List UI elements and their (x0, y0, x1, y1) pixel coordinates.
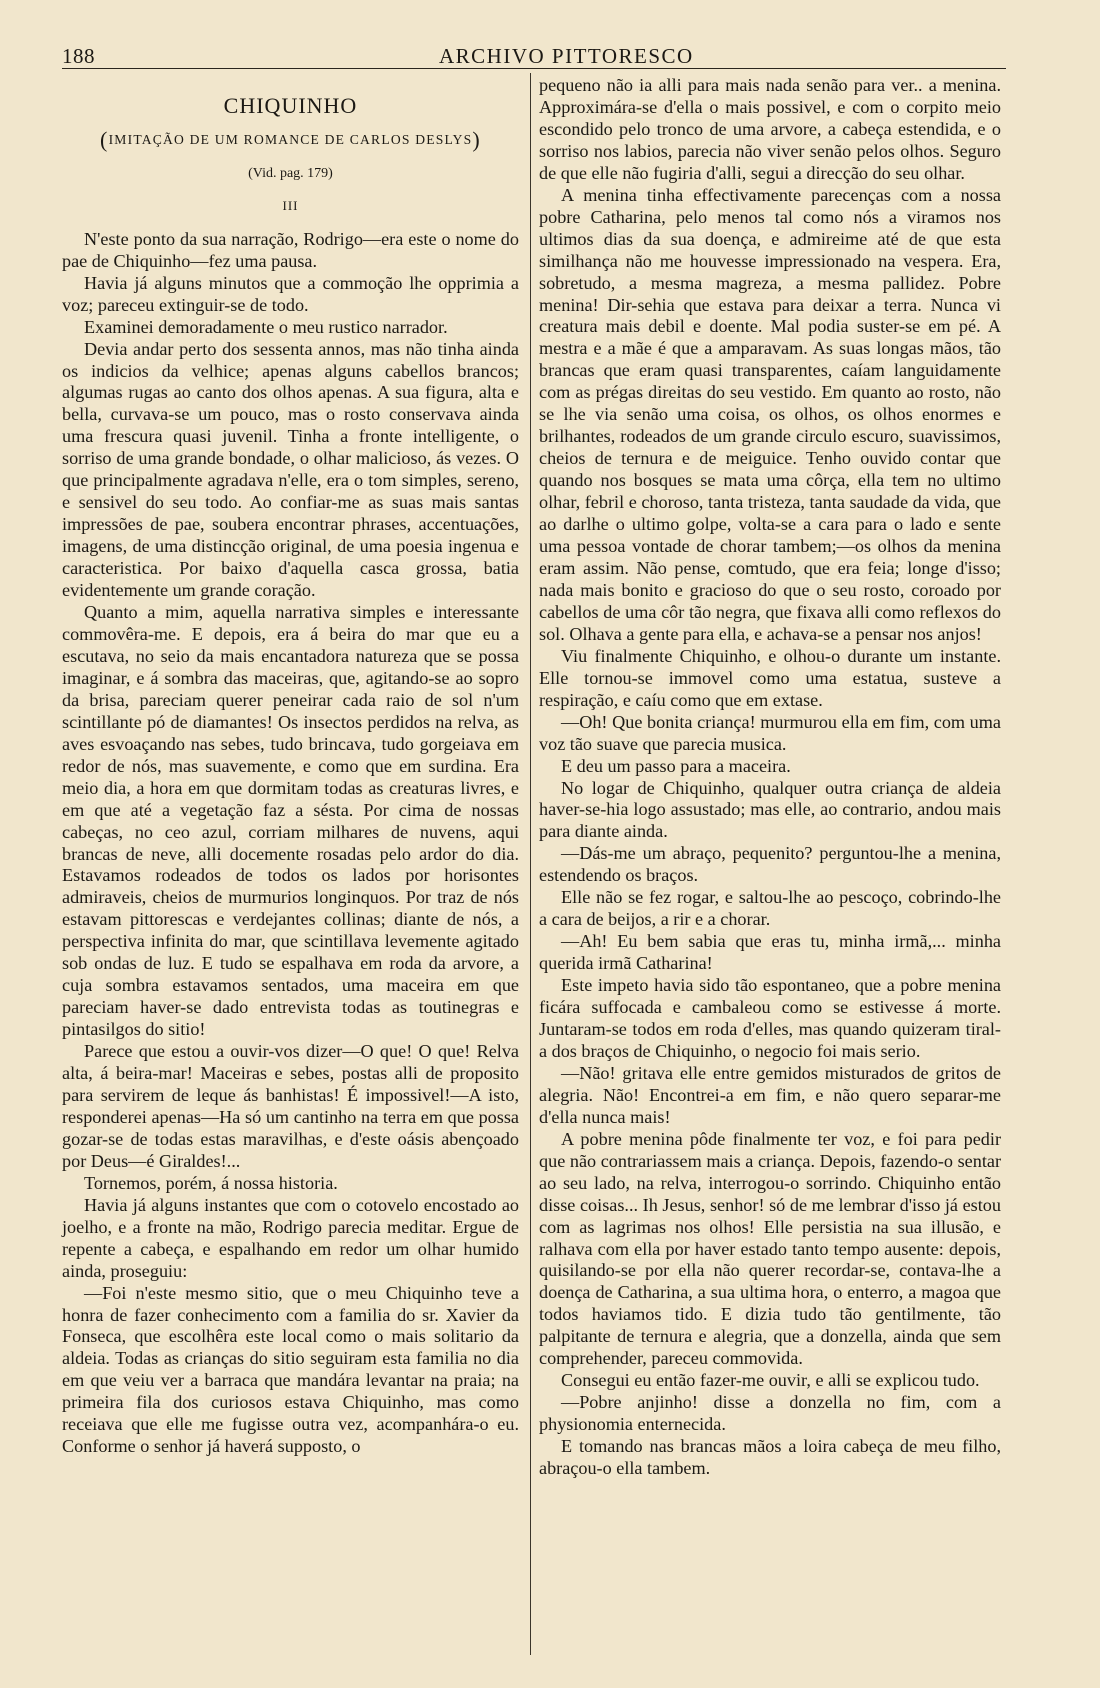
paragraph: N'este ponto da sua narração, Rodrigo—era este o nome do pae de Chiquinho—fez uma pausa. (62, 228, 519, 271)
paragraph: Consegui eu então fazer-me ouvir, e alli se explicou tudo. (561, 1370, 980, 1391)
paragraph: —Foi n'este mesmo sitio, que o meu Chiquinho teve a honra de fazer conhecimento com a familia do sr. Xavier da Fonseca, que escolhêra este local como o mais solitario da aldeia. Todas as crianças do sitio seguiram esta familia no dia em que veiu ver a barraca que mandára levantar na praia; na primeira fila dos curiosos estava Chiquinho, mas como receiava que elle me fugisse outra vez, acompanhára-o eu. Conforme o senhor já haverá supposto, o (62, 1282, 519, 1457)
paragraph: pequeno não ia alli para mais nada senão para ver.. a menina. Approximára-se d'ella o mais possivel, e com o corpito meio escondido pelo tronco de uma arvore, a cabeça estendida, e o sorriso nos labios, parecia não viver senão pelos olhos. Seguro de que elle não fugiria d'alli, segui a direcção do seu olhar. (539, 75, 1001, 183)
paragraph: Elle não se fez rogar, e saltou-lhe ao pescoço, cobrindo-lhe a cara de beijos, a rir e a chorar. (539, 887, 1001, 930)
paragraph: Havia já alguns instantes que com o cotovelo encostado ao joelho, e a fronte na mão, Rodrigo parecia meditar. Ergue de repente a cabeça, e espalhando em redor um olhar humido ainda, proseguiu: (62, 1194, 519, 1281)
paragraph: Parece que estou a ouvir-vos dizer—O que! O que! Relva alta, á beira-mar! Maceiras e sebes, postas alli de proposito para servirem de leque ás banhistas! É impossivel!—A isto, responderei apenas—Ha só um cantinho na terra em que possa gozar-se de todas estas maravilhas, e d'este oásis abençoado por Deus—é Giraldes!... (62, 1041, 519, 1171)
paragraph: A pobre menina pôde finalmente ter voz, e foi para pedir que não contrariassem mais a criança. Depois, fazendo-o sentar ao seu lado, na relva, interrogou-o sorrindo. Chiquinho então disse coisas... Ih Jesus, senhor! só de me lembrar d'isso já estou com as lagrimas nos olhos! Elle persistia na sua illusão, e ralhava com ella por haver estado tanto tempo ausente: depois, quisilando-se por ella não querer recordar-se, contava-lhe a doença de Catharina, a sua ultima hora, o enterro, a magoa que todos haviamos tido. E dizia tudo tão gentilmente, tão palpitante de ternura e alegria, que a donzella, ainda que sem comprehender, pareceu commovida. (539, 1128, 1001, 1369)
subtitle-text: IMITAÇÃO DE UM ROMANCE DE CARLOS DESLYS (108, 131, 473, 147)
paragraph: No logar de Chiquinho, qualquer outra criança de aldeia haver-se-hia logo assustado; mas elle, ao contrario, andou mais para diante ainda. (539, 777, 1001, 842)
paragraph: Viu finalmente Chiquinho, e olhou-o durante um instante. Elle tornou-se immovel como uma estatua, susteve a respiração, e caíu como que em extase. (539, 645, 1001, 710)
article-subtitle: (IMITAÇÃO DE UM ROMANCE DE CARLOS DESLYS) (100, 126, 481, 152)
column-rule (530, 73, 531, 1655)
section-number: III (282, 197, 299, 213)
paragraph: E tomando nas brancas mãos a loira cabeça de meu filho, abraçou-o ella tambem. (539, 1436, 1001, 1479)
left-column (62, 73, 519, 1655)
page-number: 188 (62, 44, 95, 68)
running-head: ARCHIVO PITTORESCO (439, 44, 694, 68)
paragraph: Devia andar perto dos sessenta annos, mas não tinha ainda os indicios da velhice; apenas alguns cabellos brancos; algumas rugas ao canto dos olhos apenas. A sua figura, alta e bella, curvava-se um pouco, mas o rosto conservava ainda uma frescura quasi juvenil. Tinha a fronte intelligente, o sorriso de uma grande bondade, o olhar malicioso, ás vezes. O que principalmente agradava n'elle, era o tom simples, sereno, e sensivel do seu todo. Ao confiar-me as suas mais santas impressões de pae, soubera encontrar phrases, accentuações, imagens, de uma distincção original, de uma poesia ingenua e caracteristica. Por baixo d'aquella casca grossa, batia evidentemente um grande coração. (62, 338, 519, 601)
columns (62, 73, 1006, 1655)
paragraph: Havia já alguns minutos que a commoção lhe opprimia a voz; pareceu extinguir-se de todo. (62, 272, 519, 315)
paragraph: —Ah! Eu bem sabia que eras tu, minha irmã,... minha querida irmã Catharina! (539, 931, 1001, 974)
paragraph: A menina tinha effectivamente parecenças com a nossa pobre Catharina, pelo menos tal como nós a viramos nos ultimos dias da sua doença, e admireime até de que esta similhança não me houvesse impressionado na vespera. Era, sobretudo, a mesma magreza, a mesma pallidez. Pobre menina! Dir-sehia que estava para deixar a terra. Nunca vi creatura mais debil e doente. Mal podia suster-se em pé. A mestra e a mãe é que a amparavam. As suas longas mãos, tão brancas que eram quasi transparentes, caíam languidamente com as prégas direitas do seu vestido. Em quanto ao rosto, não se lhe via senão uma coisa, os olhos, os olhos enormes e brilhantes, rodeados de um grande circulo escuro, suavissimos, cheios de ternura e de meiguice. Tenho ouvido contar que quando nos bosques se mata uma côrça, ella tem no ultimo olhar, febril e choroso, tanta tristeza, tanta saudade da vida, que ao darlhe o ultimo golpe, volta-se a cara para o lado e sente uma pessoa vontade de chorar tambem;—os olhos da menina eram assim. Não pense, comtudo, que era feia; longe d'isso; nada mais bonito e gracioso do que o seu rosto, coroado por cabellos de uma côr tão negra, que fixava alli como reflexos do sol. Olhava a gente para ella, e achava-se a pensar nos anjos! (539, 184, 1001, 644)
paragraph: —Não! gritava elle entre gemidos misturados de gritos de alegria. Não! Encontrei-a em fim, e não quero separar-me d'ella nunca mais! (539, 1062, 1001, 1127)
paragraph: E deu um passo para a maceira. (561, 755, 791, 776)
article-title: CHIQUINHO (223, 93, 358, 118)
paragraph: —Dás-me um abraço, pequenito? perguntou-lhe a menina, estendendo os braços. (539, 843, 1001, 886)
article-reference: (Vid. pag. 179) (248, 165, 333, 181)
paragraph: Examinei demoradamente o meu rustico narrador. (84, 316, 448, 337)
paragraph: —Oh! Que bonita criança! murmurou ella em fim, com uma voz tão suave que parecia musica. (539, 711, 1001, 754)
paragraph: Este impeto havia sido tão espontaneo, que a pobre menina ficára suffocada e cambaleou como se estivesse á morte. Juntaram-se todos em roda d'elles, mas quando quizeram tiral-a dos braços de Chiquinho, o negocio foi mais serio. (539, 975, 1001, 1061)
page-header (62, 38, 1006, 69)
right-column (539, 73, 1001, 1655)
paragraph: —Pobre anjinho! disse a donzella no fim, com a physionomia enternecida. (539, 1392, 1001, 1435)
paragraph: Tornemos, porém, á nossa historia. (84, 1172, 338, 1193)
paragraph: Quanto a mim, aquella narrativa simples e interessante commovêra-me. E depois, era á beira do mar que eu a escutava, no seio da mais encantadora natureza que se possa imaginar, e á sombra das maceiras, que, agitando-se ao sopro da brisa, pareciam querer peneirar cada raio de sol n'um scintillante pó de diamantes! Os insectos perdidos na relva, as aves esvoaçando nas sebes, tudo brincava, tudo gorgeiava em redor de nós, mas suavemente, e como que em surdina. Era meio dia, a hora em que dormitam todas as creaturas livres, e em que até a vegetação faz a sésta. Por cima de nossas cabeças, no ceo azul, corriam milhares de nuvens, aqui brancas de neve, alli docemente rosadas pelo ardor do dia. Estavamos rodeados de todos os lados por horisontes admiraveis, cheios de murmurios longinquos. Por traz de nós estavam pittorescas e verdejantes collinas; diante de nós, a perspectiva infinita do mar, que scintillava levemente agitado sob ondas de luz. E tudo se espalhava em roda da arvore, a cuja sombra estavamos sentados, uma maceira em que pareciam haver-se dado entrevista todas as toutinegras e pintasilgos do sitio! (62, 602, 519, 1040)
